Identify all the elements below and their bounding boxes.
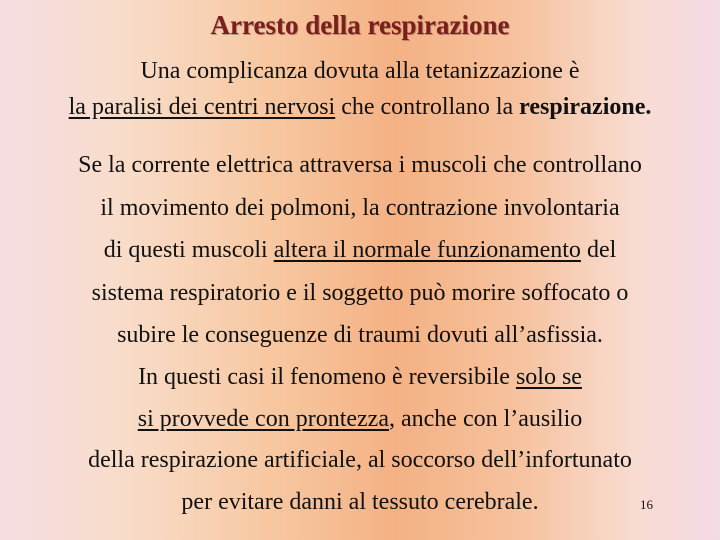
underlined-phrase: altera il normale funzionamento bbox=[273, 237, 581, 263]
text-segment: , anche con l’ausilio bbox=[388, 405, 583, 432]
text-line: il movimento dei polmoni, la contrazione involontaria bbox=[100, 194, 620, 221]
paragraph-muscles bbox=[0, 144, 720, 357]
text-segment: del bbox=[580, 237, 617, 263]
bold-phrase: respirazione. bbox=[519, 94, 652, 120]
text-line bbox=[0, 357, 720, 399]
text-segment: In questi casi il fenomeno è reversibile bbox=[138, 364, 516, 390]
underlined-phrase: solo se bbox=[515, 364, 582, 390]
underlined-phrase: la paralisi dei centri nervosi bbox=[68, 94, 336, 120]
text-segment: che controllano la bbox=[335, 94, 520, 120]
paragraph-reversibility bbox=[0, 357, 720, 523]
text-line: Se la corrente elettrica attraversa i muscoli che controllano bbox=[78, 152, 642, 178]
text-line: Una complicanza dovuta alla tetanizzazione è bbox=[140, 58, 580, 84]
underlined-phrase: si provvede con prontezza bbox=[137, 405, 389, 432]
page-number: 16 bbox=[640, 497, 653, 512]
text-line bbox=[0, 89, 720, 125]
text-line: della respirazione artificiale, al soccorso dell’infortunato bbox=[88, 447, 632, 473]
text-segment: di questi muscoli bbox=[103, 237, 274, 263]
paragraph-complication bbox=[0, 53, 720, 125]
text-line bbox=[0, 399, 720, 441]
text-line bbox=[0, 229, 720, 272]
text-line: subire le conseguenze di traumi dovuti all’asfissia. bbox=[117, 322, 603, 348]
slide-title: Arresto della respirazione bbox=[210, 10, 510, 40]
text-line: sistema respiratorio e il soggetto può morire soffocato o bbox=[91, 279, 629, 306]
text-line: per evitare danni al tessuto cerebrale. bbox=[181, 488, 539, 515]
